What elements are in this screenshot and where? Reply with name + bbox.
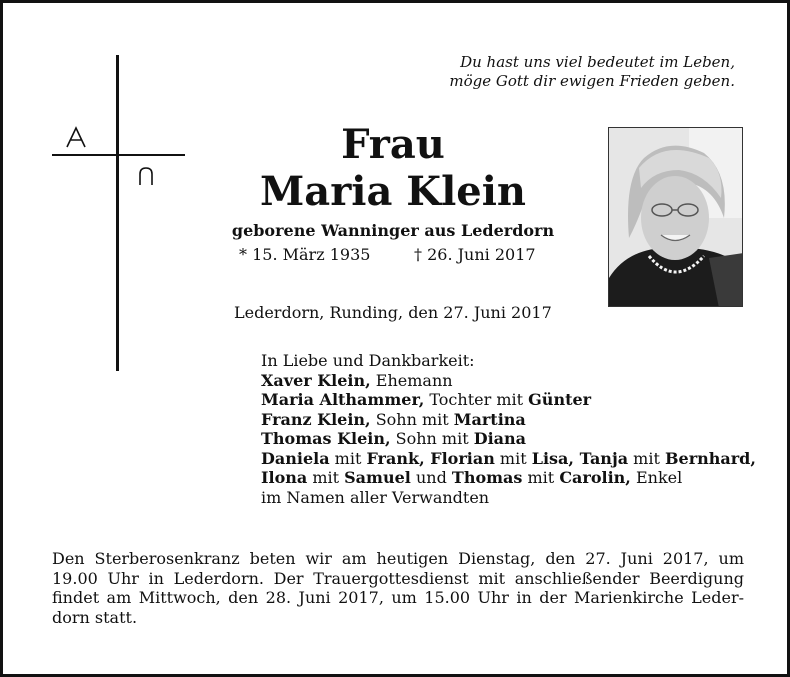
- grandchild-name: Ilona: [261, 468, 308, 487]
- notice-line: findet am Mittwoch, den 28. Juni 2017, um 15.00 Uhr in der Marienkirche Leder-: [52, 588, 744, 607]
- relation: Ehemann: [370, 370, 453, 390]
- partner-name: Bernhard,: [664, 448, 756, 468]
- portrait-photo: [608, 127, 743, 307]
- connector: mit: [329, 448, 367, 468]
- connector: und: [410, 468, 452, 487]
- place-and-date: Lederdorn, Runding, den 27. Juni 2017: [234, 303, 552, 322]
- cross-horizontal-beam: [52, 154, 185, 156]
- connector: mit: [522, 468, 560, 487]
- mourner-line: [261, 390, 756, 410]
- partner-name: Samuel: [344, 468, 411, 487]
- birth-date: * 15. März 1935: [239, 245, 371, 264]
- mourner-name: Thomas Klein,: [261, 429, 391, 448]
- mourners-closing: im Namen aller Verwandten: [261, 487, 490, 507]
- connector: mit: [628, 448, 665, 468]
- service-notice: [52, 549, 744, 627]
- mourner-line: [261, 429, 756, 449]
- salutation: Frau: [341, 121, 445, 168]
- grandchild-name: Thomas: [451, 468, 523, 487]
- connector: mit: [494, 448, 532, 468]
- motto-line: Du hast uns viel bedeutet im Leben,: [460, 53, 735, 71]
- grandchild-name: Daniela: [261, 448, 330, 468]
- partner-name: Diana: [473, 429, 527, 448]
- mourner-line: [261, 371, 756, 391]
- deceased-name: Maria Klein: [260, 168, 526, 215]
- partner-name: Martina: [453, 409, 526, 429]
- mourner-name: Maria Althammer,: [261, 390, 425, 409]
- cross-vertical-beam: [116, 55, 119, 371]
- mourner-name: Franz Klein,: [261, 409, 371, 429]
- omega-symbol-icon: [136, 165, 156, 187]
- relation: Sohn mit: [370, 409, 454, 429]
- partner-name: Günter: [528, 390, 592, 409]
- relation: Tochter mit: [424, 390, 529, 409]
- death-date: † 26. Juni 2017: [414, 245, 536, 264]
- relation: Sohn mit: [390, 429, 474, 448]
- notice-line: 19.00 Uhr in Lederdorn. Der Trauergottesdienst mit anschließender Beerdigung: [52, 568, 744, 588]
- notice-line: Den Sterberosenkranz beten wir am heutigen Dienstag, den 27. Juni 2017, um: [52, 549, 744, 568]
- mourners-intro: In Liebe und Dankbarkeit:: [261, 351, 475, 370]
- birth-name: geborene Wanninger aus Lederdorn: [231, 221, 555, 240]
- mourner-name: Xaver Klein,: [261, 370, 371, 390]
- partner-name: Frank, Florian: [366, 448, 495, 468]
- alpha-symbol-icon: [65, 125, 87, 149]
- deceased-name-block: [231, 123, 555, 241]
- notice-line: dorn statt.: [52, 607, 138, 627]
- relation: Enkel: [630, 468, 683, 487]
- grandchild-name: Lisa, Tanja: [531, 448, 629, 468]
- connector: mit: [307, 468, 345, 487]
- grandchildren-line: [261, 468, 756, 488]
- portrait-image: [609, 128, 743, 307]
- grandchildren-line: [261, 449, 756, 469]
- motto: [449, 53, 735, 91]
- mourners-list: [261, 351, 756, 507]
- motto-line: möge Gott dir ewigen Frieden geben.: [449, 72, 735, 90]
- partner-name: Carolin,: [559, 468, 631, 487]
- mourner-line: [261, 410, 756, 430]
